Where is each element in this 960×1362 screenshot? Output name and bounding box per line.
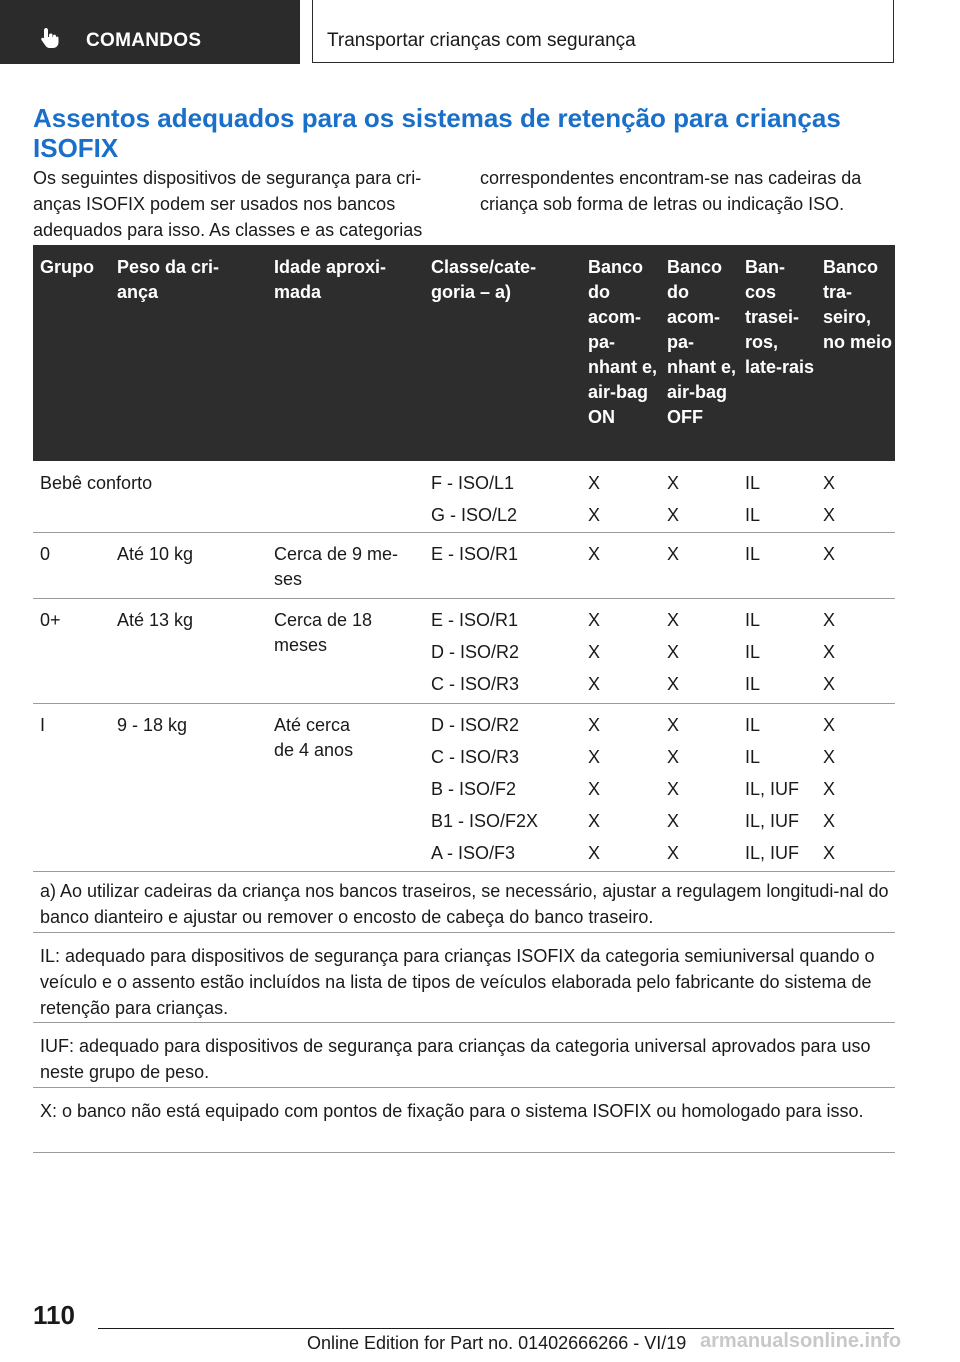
cell-laterais: IL IL: [745, 473, 761, 525]
chapter-title: Transportar crianças com segurança: [327, 30, 636, 51]
page-number: 110: [33, 1300, 75, 1330]
footer-divider: [98, 1328, 894, 1329]
note-text: a) Ao utilizar cadeiras da criança nos bancos traseiros, se necessário, ajustar a regulagem longitudi-nal do banco dianteiro e ajustar ou remover o encosto de cabeça do banco traseiro.: [40, 881, 889, 927]
note-text: IUF: adequado para dispositivos de segurança para crianças da categoria universal aprovados para uso neste grupo de peso.: [40, 1036, 871, 1082]
cell-grupo: I: [40, 715, 46, 735]
header-airbag-off: Banco do acom-pa-nhant e, air-bag OFF: [667, 257, 737, 427]
section-tab-label: COMANDOS: [86, 30, 202, 51]
cell-classe: F - ISO/L1 G - ISO/L2: [431, 473, 518, 525]
table-header: [33, 245, 895, 461]
intro-text-right: correspondentes encontram-se nas cadeiras da criança sob forma de letras ou indicação ISO.: [480, 168, 862, 214]
header-grupo: Grupo: [40, 257, 94, 277]
header-idade: Idade aproxi-mada: [274, 257, 387, 302]
header-meio: Banco tra-seiro, no meio: [823, 257, 893, 352]
section-title: Assentos adequados para os sistemas de retenção para crianças ISOFIX: [33, 103, 841, 163]
watermark: armanualsonline.info: [700, 1330, 902, 1352]
cell-meio: X X: [823, 473, 836, 525]
header-peso: Peso da cri-ança: [117, 257, 220, 302]
cell-airbag-on: X X X X X: [588, 715, 601, 863]
cell-idade: Até cerca de 4 anos: [274, 715, 354, 760]
cell-airbag-off: X X: [667, 473, 680, 525]
section-tab[interactable]: [0, 0, 300, 64]
table-note: [33, 1088, 895, 1153]
note-text: X: o banco não está equipado com pontos de fixação para o sistema ISOFIX ou homologado para isso.: [40, 1101, 864, 1121]
cell-laterais: IL IL IL, IUF IL, IUF IL, IUF: [745, 715, 800, 863]
table-row: [33, 704, 895, 872]
cell-classe: E - ISO/R1 D - ISO/R2 C - ISO/R3: [431, 610, 520, 694]
cell-classe: E - ISO/R1: [431, 544, 519, 564]
table-note: [33, 868, 895, 933]
cell-peso: 9 - 18 kg: [117, 715, 188, 735]
header-airbag-on: Banco do acom-pa-nhant e, air-bag ON: [588, 257, 658, 427]
edition-info: Online Edition for Part no. 01402666266 - VI/19: [307, 1333, 687, 1353]
isofix-table: [33, 245, 895, 872]
chapter-header: [312, 0, 894, 63]
cell-idade: Cerca de 18 meses: [274, 610, 373, 655]
cell-peso: Até 13 kg: [117, 610, 194, 630]
cell-airbag-on: X X: [588, 473, 601, 525]
cell-meio: X X X X X: [823, 715, 836, 863]
intro-text-left: Os seguintes dispositivos de segurança para cri-anças ISOFIX podem ser usados nos bancos adequados para isso. As classes e as categorias: [33, 168, 423, 240]
hand-pointer-icon: [38, 26, 62, 50]
table-row: [33, 461, 895, 533]
cell-meio: X: [823, 544, 836, 564]
cell-peso: Até 10 kg: [117, 544, 194, 564]
header-laterais: Ban-cos trasei-ros, late-rais: [745, 257, 815, 377]
header-classe: Classe/cate-goria – a): [431, 257, 537, 302]
cell-airbag-on: X X X: [588, 610, 601, 694]
cell-idade: Cerca de 9 me-ses: [274, 544, 399, 589]
cell-classe: D - ISO/R2 C - ISO/R3 B - ISO/F2 B1 - ISO/F2X A - ISO/F3: [431, 715, 539, 863]
cell-meio: X X X: [823, 610, 836, 694]
table-note: [33, 1023, 895, 1088]
cell-laterais: IL: [745, 544, 761, 564]
cell-grupo: 0: [40, 544, 51, 564]
cell-airbag-off: X X X X X: [667, 715, 680, 863]
cell-airbag-off: X X X: [667, 610, 680, 694]
cell-airbag-off: X: [667, 544, 680, 564]
cell-airbag-on: X: [588, 544, 601, 564]
cell-grupo: 0+: [40, 610, 61, 630]
table-row: [33, 599, 895, 704]
table-note: [33, 933, 895, 1023]
cell-grupo: Bebê conforto: [40, 473, 153, 493]
cell-laterais: IL IL IL: [745, 610, 761, 694]
note-text: IL: adequado para dispositivos de segurança para crianças ISOFIX da categoria semiuniversal quando o veículo e o assento estão incluídos na lista de tipos de veículos elaborada pelo fabricante do sistema de retenção para crianças.: [40, 946, 875, 1018]
table-row: [33, 533, 895, 599]
